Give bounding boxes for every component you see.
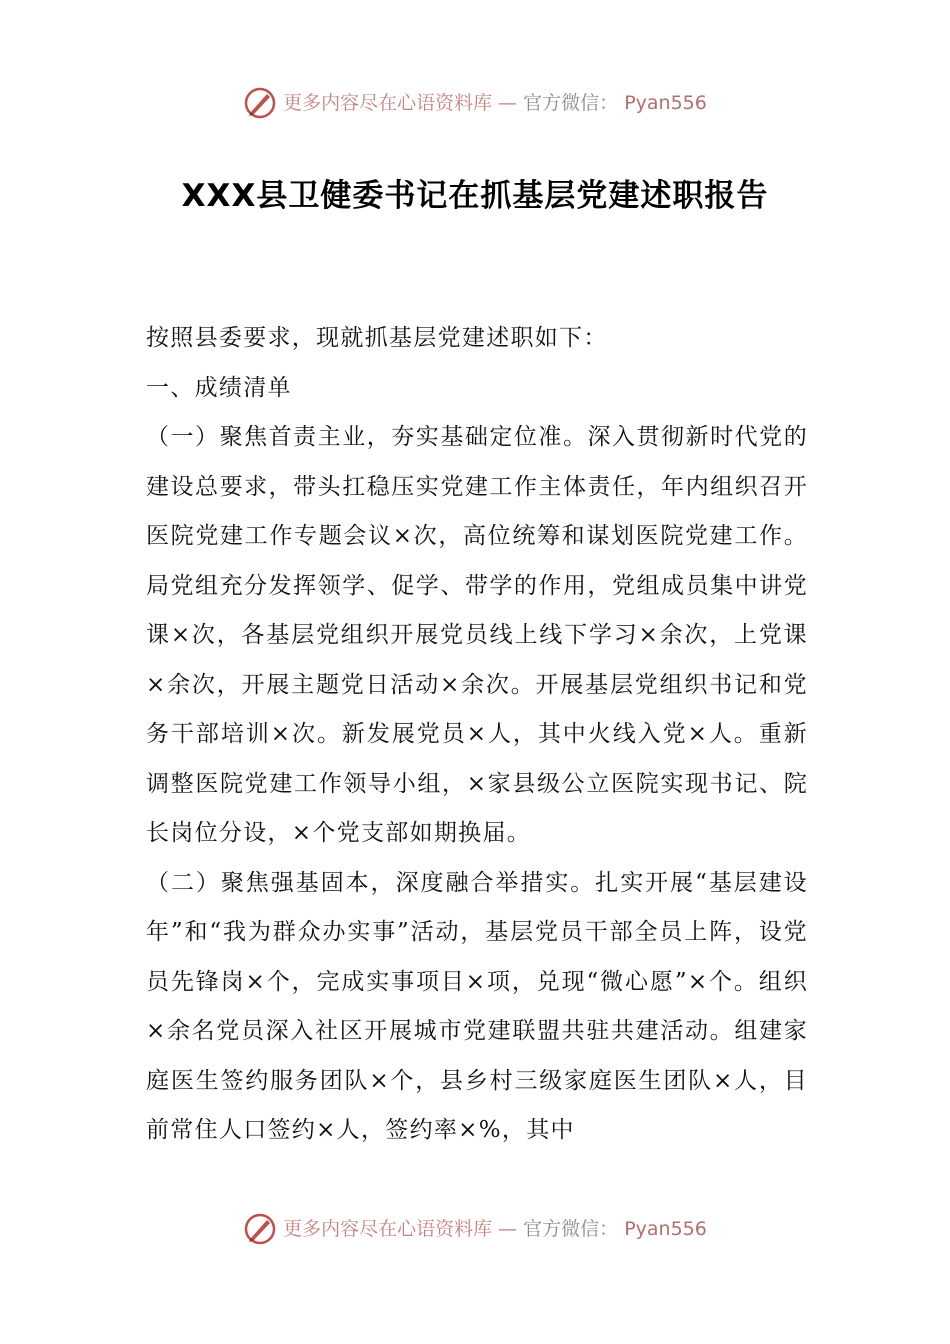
pen-logo-icon bbox=[243, 1212, 277, 1246]
paragraph-2: （二）聚焦强基固本，深度融合举措实。扎实开展“基层建设年”和“我为群众办实事”活动，基层党员干部全员上阵，设党员先锋岗×个，完成实事项目×项，兑现“微心愿”×个。组织×余名党员深入社区开展城市党建联盟共驻共建活动。组建家庭医生签约服务团队×个，县乡村三级家庭医生团队×人，目前常住人口签约×人，签约率×%，其中 bbox=[146, 869, 808, 1143]
watermark-label: 官方微信： bbox=[523, 1217, 619, 1240]
paragraph-1: （一）聚焦首责主业，夯实基础定位准。深入贯彻新时代党的建设总要求，带头扛稳压实党建工作主体责任，年内组织召开医院党建工作专题会议×次，高位统筹和谋划医院党建工作。局党组充分发挥领学、促学、带学的作用，党组成员集中讲党课×次，各基层党组织开展党员线上线下学习×余次，上党课×余次，开展主题党日活动×余次。开展基层党组织书记和党务干部培训×次。新发展党员×人，其中火线入党×人。重新调整医院党建工作领导小组，×家县级公立医院实现书记、院长岗位分设，×个党支部如期换届。 bbox=[146, 424, 808, 846]
document-body bbox=[146, 314, 808, 1156]
watermark-label: 官方微信： bbox=[523, 91, 619, 114]
watermark-dash: — bbox=[498, 91, 518, 114]
intro-paragraph: 按照县委要求，现就抓基层党建述职如下： bbox=[146, 325, 608, 351]
section-heading: 一、成绩清单 bbox=[146, 374, 292, 401]
watermark-text: 更多内容尽在心语资料库 bbox=[283, 1217, 493, 1240]
watermark-dash: — bbox=[498, 1217, 518, 1240]
watermark-id: Pyan556 bbox=[624, 1217, 707, 1240]
document-title: XXX县卫健委书记在抓基层党建述职报告 bbox=[181, 178, 769, 214]
watermark-banner-top bbox=[0, 86, 950, 120]
watermark-banner-bottom bbox=[0, 1212, 950, 1246]
watermark-text: 更多内容尽在心语资料库 bbox=[283, 91, 493, 114]
watermark-id: Pyan556 bbox=[624, 91, 707, 114]
pen-logo-icon bbox=[243, 86, 277, 120]
